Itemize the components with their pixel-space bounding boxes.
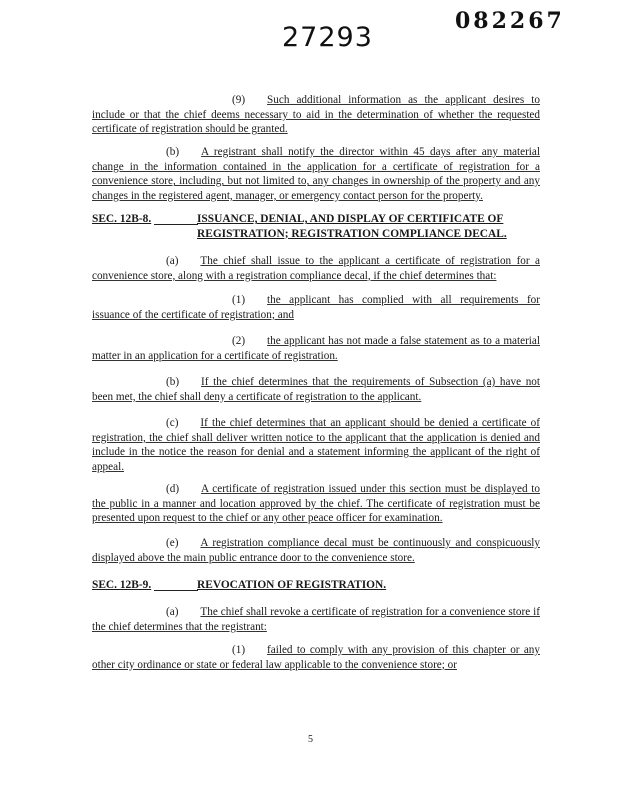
paragraph-label: (1) bbox=[232, 644, 246, 656]
section-title-line-1: ISSUANCE, DENIAL, AND DISPLAY OF CERTIFICATE OF bbox=[197, 213, 504, 225]
paragraph-text: A certificate of registration issued under this section must be displayed to the public in a manner and location approved by the chief. The certificate of registration must be presented upon request to the chief or any other peace officer for examination. bbox=[92, 483, 540, 525]
paragraph-text: The chief shall issue to the applicant a certificate of registration for a convenience store, along with a registration compliance decal, if the chief determines that: bbox=[92, 255, 540, 282]
section-number: SEC. 12B-8. bbox=[92, 213, 152, 225]
paragraph-b-notify bbox=[92, 145, 540, 203]
paragraph-label: (2) bbox=[232, 335, 246, 347]
document-stamp-number-left: 27293 bbox=[282, 22, 373, 53]
paragraph-label: (b) bbox=[166, 376, 180, 388]
paragraph-text: failed to comply with any provision of this chapter or any other city ordinance or state or federal law applicable to the convenience store; or bbox=[92, 644, 540, 671]
paragraph-8c bbox=[92, 416, 540, 474]
section-heading-12b-9 bbox=[92, 578, 540, 594]
paragraph-label: (d) bbox=[166, 483, 180, 495]
paragraph-8b bbox=[92, 375, 540, 404]
paragraph-label: (e) bbox=[166, 537, 179, 549]
paragraph-text: A registration compliance decal must be continuously and conspicuously displayed above the main public entrance door to the convenience store. bbox=[92, 537, 540, 564]
paragraph-text: the applicant has not made a false statement as to a material matter in an application for a certificate of registration. bbox=[92, 335, 540, 362]
paragraph-text: If the chief determines that an applicant should be denied a certificate of registration, the chief shall deliver written notice to the applicant that the application is denied and include in the notice the reason for denial and a statement informing the applicant of the right of appeal. bbox=[92, 417, 540, 473]
document-stamp-number-right: 082267 bbox=[455, 8, 565, 34]
paragraph-label: (a) bbox=[166, 255, 179, 267]
section-title-line-2: REGISTRATION; REGISTRATION COMPLIANCE DECAL. bbox=[197, 227, 507, 240]
paragraph-8a bbox=[92, 254, 540, 283]
paragraph-text: If the chief determines that the requirements of Subsection (a) have not been met, the chief shall deny a certificate of registration to the applicant. bbox=[92, 376, 540, 403]
paragraph-label: (c) bbox=[166, 417, 179, 429]
paragraph-text: Such additional information as the applicant desires to include or that the chief deems necessary to aid in the determination of whether the requested certificate of registration should be granted. bbox=[92, 94, 540, 136]
paragraph-text: A registrant shall notify the director within 45 days after any material change in the information contained in the application for a certificate of registration for a convenience store, including, but not limited to, any changes in ownership of the property and any changes in the registered agent, manager, or emergency contact person for the property. bbox=[92, 146, 540, 202]
paragraph-9 bbox=[92, 93, 540, 137]
section-title: REVOCATION OF REGISTRATION. bbox=[197, 579, 387, 591]
paragraph-text: the applicant has complied with all requirements for issuance of the certificate of registration; and bbox=[92, 294, 540, 321]
section-heading-rule bbox=[154, 224, 198, 225]
section-number: SEC. 12B-9. bbox=[92, 579, 152, 591]
section-title bbox=[197, 212, 547, 241]
paragraph-9a bbox=[92, 605, 540, 634]
paragraph-label: (9) bbox=[232, 94, 246, 106]
paragraph-8d bbox=[92, 482, 540, 526]
paragraph-8a2 bbox=[92, 334, 540, 363]
paragraph-label: (a) bbox=[166, 606, 179, 618]
section-heading-12b-8 bbox=[92, 212, 540, 244]
paragraph-8a1 bbox=[92, 293, 540, 322]
paragraph-label: (1) bbox=[232, 294, 246, 306]
paragraph-text: The chief shall revoke a certificate of registration for a convenience store if the chief determines that the registrant: bbox=[92, 606, 540, 633]
paragraph-label: (b) bbox=[166, 146, 180, 158]
page-number: 5 bbox=[308, 734, 313, 745]
paragraph-8e bbox=[92, 536, 540, 565]
paragraph-9a1 bbox=[92, 643, 540, 672]
section-heading-rule bbox=[154, 590, 198, 591]
